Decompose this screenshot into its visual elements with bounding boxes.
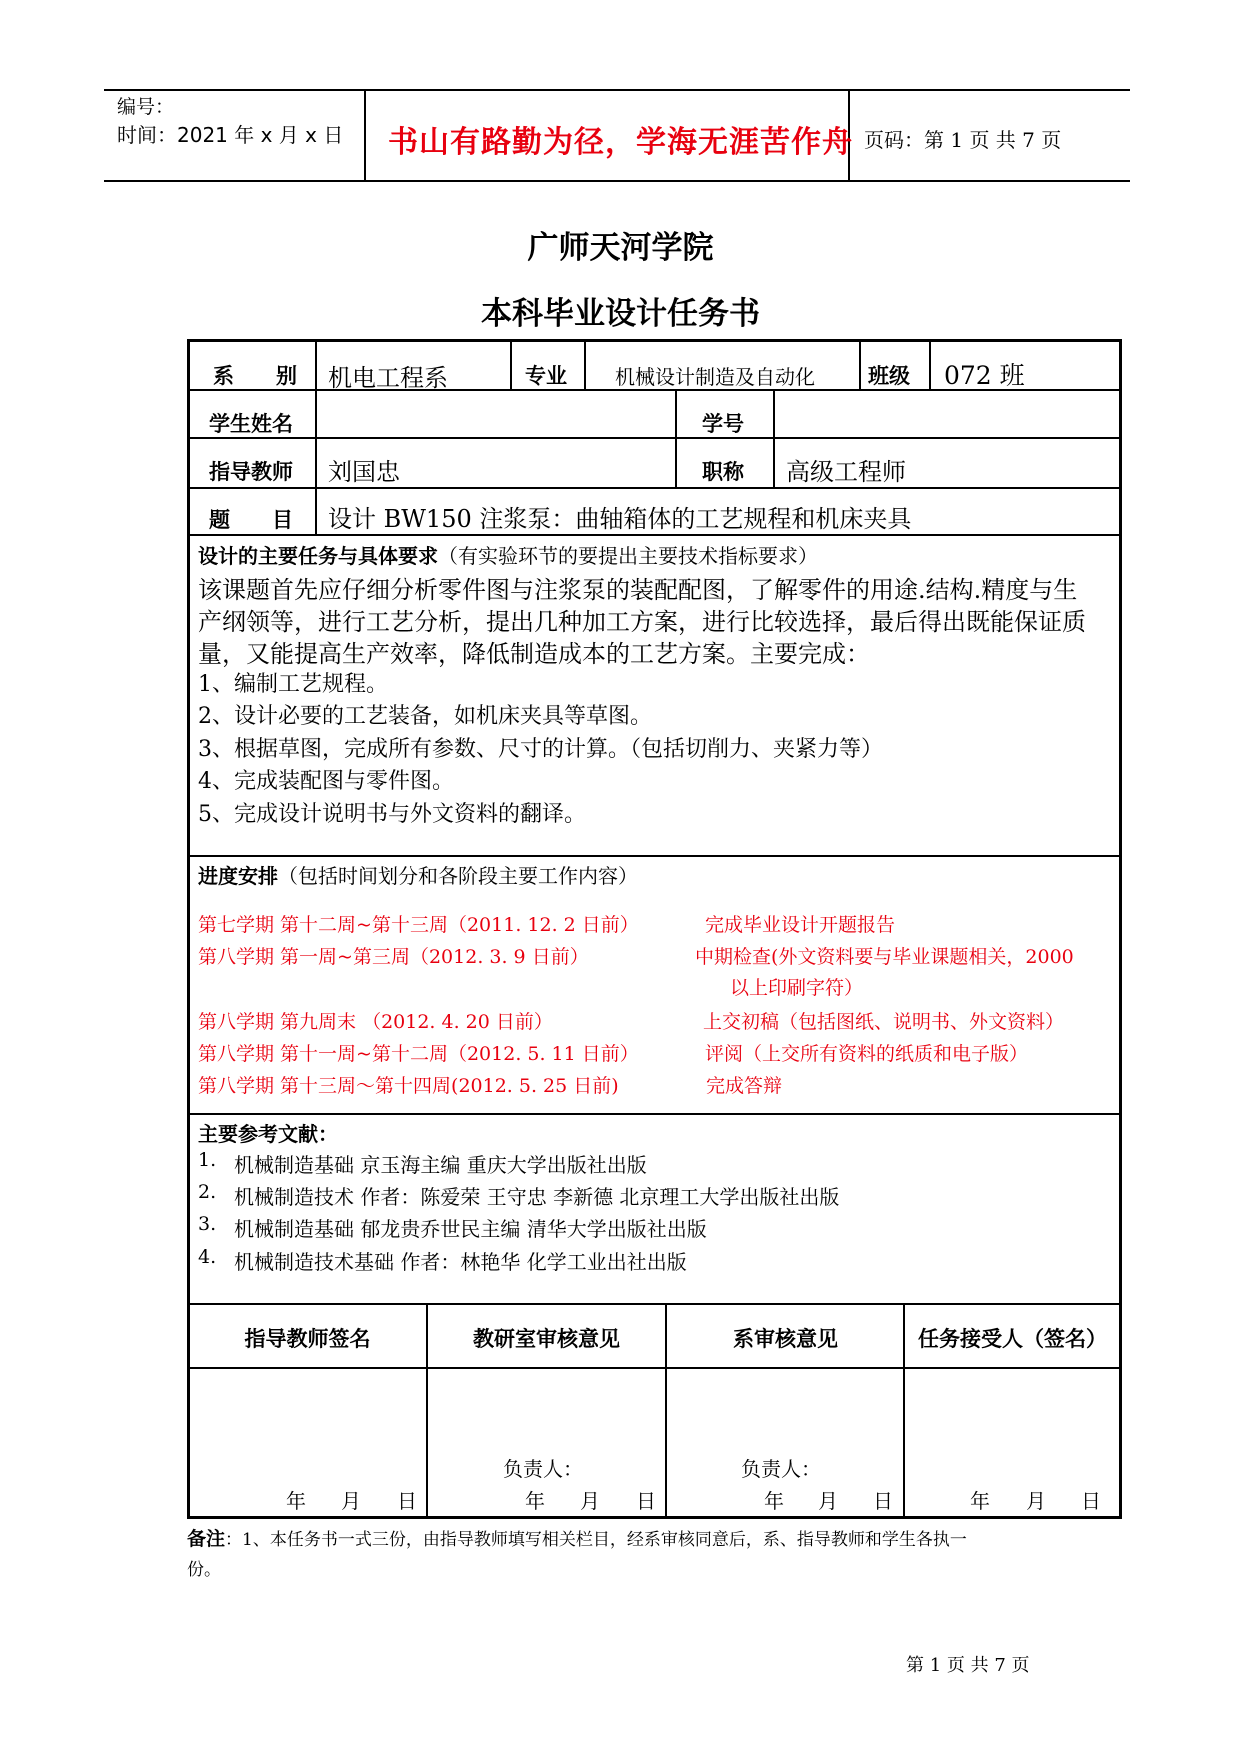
rank-label: 职称 <box>702 460 744 484</box>
col-line <box>315 339 317 535</box>
rank-value: 高级工程师 <box>786 458 906 486</box>
task-item: 1、编制工艺规程。 <box>198 672 388 697</box>
col-line <box>859 339 861 389</box>
note-label: 备注 <box>187 1528 226 1550</box>
document-title: 本科毕业设计任务书 <box>481 296 760 332</box>
dept-value: 机电工程系 <box>328 364 448 392</box>
time-label: 时间：2021 年 x 月 x 日 <box>117 123 344 147</box>
topic-label: 题 目 <box>209 508 293 532</box>
schedule-task: 完成答辩 <box>706 1075 783 1097</box>
date-day: 日 <box>397 1489 417 1513</box>
col-line <box>675 389 677 487</box>
signature-header-dept: 系审核意见 <box>733 1327 838 1351</box>
schedule-task: 上交初稿（包括图纸、说明书、外文资料） <box>703 1011 1065 1033</box>
date-month: 月 <box>1026 1489 1046 1513</box>
task-item: 2、设计必要的工艺装备，如机床夹具等草图。 <box>198 704 652 729</box>
col-line <box>510 339 512 389</box>
schedule-task: 评阅（上交所有资料的纸质和电子版） <box>705 1043 1029 1065</box>
reference-text: 机械制造技术基础 作者：林艳华 化学工业出社出版 <box>234 1250 687 1274</box>
major-value: 机械设计制造及自动化 <box>615 365 815 389</box>
signature-header-office: 教研室审核意见 <box>473 1327 620 1351</box>
note-line-2: 份。 <box>187 1560 221 1580</box>
reference-num: 3. <box>198 1213 217 1235</box>
task-item: 3、根据草图，完成所有参数、尺寸的计算。（包括切削力、夹紧力等） <box>198 737 883 762</box>
serial-label: 编号： <box>117 96 175 118</box>
responsible-label: 负责人： <box>503 1457 583 1481</box>
row-line <box>187 437 1122 439</box>
date-day: 日 <box>636 1489 656 1513</box>
schedule-heading-title: 进度安排 <box>198 864 278 888</box>
tasks-heading-title: 设计的主要任务与具体要求 <box>198 544 438 568</box>
dept-label: 系 别 <box>213 364 297 388</box>
schedule-heading <box>198 860 638 889</box>
schedule-period: 第七学期 第十二周~第十三周（2011. 12. 2 日前） <box>198 914 639 936</box>
references-heading: 主要参考文献： <box>198 1122 338 1146</box>
table-border-bottom <box>187 1516 1122 1519</box>
reference-text: 机械制造基础 京玉海主编 重庆大学出版社出版 <box>234 1153 647 1177</box>
schedule-period: 第八学期 第一周~第三周（2012. 3. 9 日前） <box>198 946 589 968</box>
date-month: 月 <box>341 1489 361 1513</box>
reference-num: 2. <box>198 1181 217 1203</box>
row-line <box>187 1303 1122 1305</box>
major-label: 专业 <box>525 364 567 388</box>
note-text: ：1、本任务书一式三份，由指导教师填写相关栏目，经系审核同意后，系、指导教师和学生各执一 <box>225 1530 967 1550</box>
tasks-heading <box>198 540 818 569</box>
page-code: 页码：第 1 页 共 7 页 <box>864 128 1062 152</box>
responsible-label: 负责人： <box>741 1457 821 1481</box>
row-line <box>187 534 1122 536</box>
tasks-intro-line: 量，又能提高生产效率，降低制造成本的工艺方案。主要完成： <box>198 640 870 668</box>
header-top-rule <box>104 89 1130 91</box>
row-line <box>187 1367 1122 1369</box>
signature-header-advisor: 指导教师签名 <box>244 1327 371 1351</box>
class-label: 班级 <box>868 364 910 388</box>
row-line <box>187 1113 1122 1115</box>
header-bottom-rule <box>104 180 1130 182</box>
student-id-label: 学号 <box>702 412 744 436</box>
date-month: 月 <box>818 1489 838 1513</box>
student-name-label: 学生姓名 <box>209 412 293 436</box>
date-day: 日 <box>1081 1489 1101 1513</box>
col-line <box>773 389 775 487</box>
task-item: 5、完成设计说明书与外文资料的翻译。 <box>198 802 586 827</box>
task-item: 4、完成装配图与零件图。 <box>198 769 454 794</box>
school-name: 广师天河学院 <box>527 230 714 266</box>
tasks-intro-line: 产纲领等，进行工艺分析，提出几种加工方案，进行比较选择，最后得出既能保证质 <box>198 608 1086 636</box>
schedule-task: 以上印刷字符） <box>730 977 864 999</box>
tasks-intro-line: 该课题首先应仔细分析零件图与注浆泵的装配配图，了解零件的用途.结构.精度与生 <box>198 576 1078 604</box>
date-year: 年 <box>970 1489 990 1513</box>
note-line <box>187 1524 967 1551</box>
date-year: 年 <box>525 1489 545 1513</box>
advisor-label: 指导教师 <box>209 460 293 484</box>
reference-num: 1. <box>198 1149 217 1171</box>
table-border-top <box>187 339 1122 342</box>
row-line <box>187 855 1122 857</box>
header-divider <box>364 89 366 182</box>
date-month: 月 <box>580 1489 600 1513</box>
schedule-period: 第八学期 第十一周~第十二周（2012. 5. 11 日前） <box>198 1043 639 1065</box>
header-slogan: 书山有路勤为径，学海无涯苦作舟 <box>388 125 853 160</box>
row-line <box>187 487 1122 489</box>
date-year: 年 <box>764 1489 784 1513</box>
schedule-period: 第八学期 第十三周～第十四周(2012. 5. 25 日前) <box>198 1075 619 1097</box>
col-line <box>584 339 586 389</box>
schedule-task: 完成毕业设计开题报告 <box>705 914 896 936</box>
class-value: 072 班 <box>944 361 1025 390</box>
reference-num: 4. <box>198 1246 217 1268</box>
topic-value: 设计 BW150 注浆泵：曲轴箱体的工艺规程和机床夹具 <box>328 505 912 533</box>
date-year: 年 <box>286 1489 306 1513</box>
advisor-value: 刘国忠 <box>328 458 400 486</box>
footer-page-number: 第 1 页 共 7 页 <box>906 1655 1030 1676</box>
date-day: 日 <box>873 1489 893 1513</box>
signature-header-receiver: 任务接受人（签名） <box>918 1327 1107 1351</box>
schedule-period: 第八学期 第九周末 （2012. 4. 20 日前） <box>198 1011 553 1033</box>
schedule-heading-note: （包括时间划分和各阶段主要工作内容） <box>278 864 638 888</box>
reference-text: 机械制造基础 郁龙贵乔世民主编 清华大学出版社出版 <box>234 1217 707 1241</box>
tasks-heading-note: （有实验环节的要提出主要技术指标要求） <box>438 544 818 568</box>
schedule-task: 中期检查(外文资料要与毕业课题相关，2000 <box>695 946 1074 968</box>
reference-text: 机械制造技术 作者：陈爱荣 王守忠 李新德 北京理工大学出版社出版 <box>234 1185 840 1209</box>
col-line <box>929 339 931 389</box>
